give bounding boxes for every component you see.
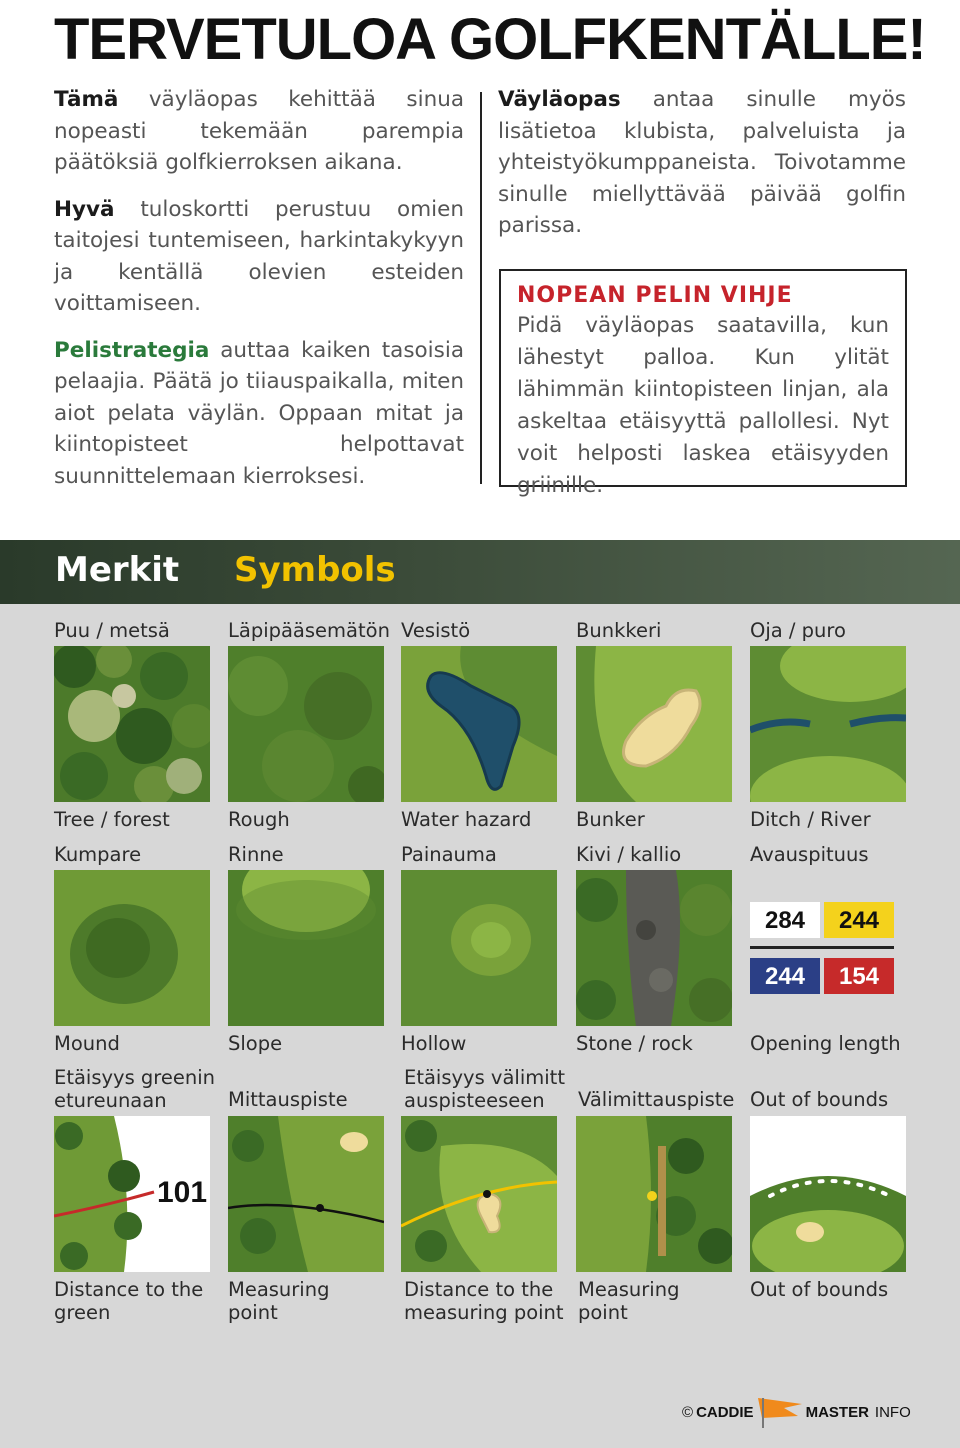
intro-paragraph-4 <box>498 84 906 242</box>
symbol-label-fi: Etäisyys välimittauspisteeseen <box>404 1066 565 1112</box>
intro-paragraph-3 <box>54 335 464 493</box>
intro-p4-bold: Väyläopas <box>498 87 621 112</box>
symbol-label-fi: Kumpare <box>54 843 142 866</box>
slope-tile <box>228 870 384 1026</box>
intro-p1-text: väyläopas kehittää sinua nopeasti tekemään parempia päätöksiä golfkierroksen aikana. <box>54 87 464 175</box>
intro-p1-bold: Tämä <box>54 87 119 112</box>
caddiemaster-footer <box>682 1392 911 1432</box>
symbol-label-en: Bunker <box>576 808 645 831</box>
opening-length-yellow: 244 <box>838 907 880 934</box>
symbols-heading-en: Symbols <box>234 550 396 590</box>
opening-length-blue: 244 <box>764 963 806 990</box>
symbol-label-fi: Bunkkeri <box>576 619 662 642</box>
distance-to-green-tile <box>54 1116 210 1272</box>
mound-tile <box>54 870 210 1026</box>
opening-length-white: 284 <box>764 907 806 934</box>
symbol-label-fi: Rinne <box>228 843 284 866</box>
water-hazard-tile <box>401 646 557 802</box>
page-title: TERVETULOA GOLFKENTÄLLE! <box>54 7 926 72</box>
symbols-heading-fi: Merkit <box>55 550 180 590</box>
symbol-label-en: Hollow <box>401 1032 467 1055</box>
symbol-label-en: Measuring point <box>578 1278 680 1324</box>
symbol-label-en: Slope <box>228 1032 283 1055</box>
symbol-label-fi: Etäisyys greenin etureunaan <box>54 1066 216 1112</box>
out-of-bounds-tile <box>750 1116 906 1272</box>
symbol-label-fi: Vesistö <box>401 619 471 642</box>
symbol-label-fi: Mittauspiste <box>228 1088 348 1111</box>
symbol-label-en: Stone / rock <box>576 1032 693 1055</box>
symbol-label-en: Opening length <box>750 1032 901 1055</box>
symbol-label-en: Water hazard <box>401 808 532 831</box>
flag-logo-icon <box>754 1394 806 1430</box>
intro-p2-text: tuloskortti perustuu omien taitojesi tuntemiseen, harkintakykyyn ja kentällä olevien esteiden voittamiseen. <box>54 196 464 316</box>
symbol-label-en: Mound <box>54 1032 120 1055</box>
intro-paragraph-2 <box>54 194 464 320</box>
quick-play-tip-box <box>499 269 907 498</box>
symbol-label-fi: Painauma <box>401 843 497 866</box>
rough-tile <box>228 646 384 802</box>
intro-p3-bold: Pelistrategia <box>54 337 210 363</box>
symbol-label-fi: Out of bounds <box>750 1088 889 1111</box>
measuring-point-tile <box>228 1116 384 1272</box>
symbol-label-en: Distance to the measuring point <box>404 1278 564 1324</box>
tip-text: Pidä väyläopas saatavilla, kun lähestyt palloa. Kun ylität lähimmän kiintopisteen linjan, ala askeltaa etäisyyttä pallollesi. Nyt voit helposti laskea etäisyyden griinille. <box>517 313 889 498</box>
intro-left-column <box>54 84 464 507</box>
ditch-river-tile <box>750 646 906 802</box>
distance-marker-label: 101 <box>156 1176 208 1209</box>
intro-p2-bold: Hyvä <box>54 196 115 222</box>
symbol-label-en: Distance to the green <box>54 1278 204 1324</box>
opening-length-red: 154 <box>838 963 880 990</box>
symbol-label-en: Ditch / River <box>750 808 871 831</box>
bunker-tile <box>576 646 732 802</box>
symbol-label-fi: Välimittauspiste <box>578 1088 735 1111</box>
tree-forest-tile <box>54 646 210 802</box>
hollow-tile <box>401 870 557 1026</box>
footer-caddie: CADDIE <box>696 1403 754 1421</box>
symbol-label-fi: Puu / metsä <box>54 619 170 642</box>
intro-right-column <box>498 84 906 257</box>
symbol-label-fi: Oja / puro <box>750 619 846 642</box>
opening-length-tile <box>750 870 906 1026</box>
stone-rock-tile <box>576 870 732 1026</box>
symbols-header <box>0 540 960 604</box>
symbol-label-fi: Kivi / kallio <box>576 843 682 866</box>
footer-info: INFO <box>874 1403 911 1421</box>
column-divider <box>480 92 482 484</box>
distance-to-measuring-point-tile <box>401 1116 557 1272</box>
intro-paragraph-1 <box>54 84 464 179</box>
symbol-label-fi: Läpipääsemätön <box>228 619 390 642</box>
symbol-label-fi: Avauspituus <box>750 843 869 866</box>
intermediate-measuring-point-tile <box>576 1116 732 1272</box>
footer-master: MASTER <box>805 1403 869 1421</box>
symbol-label-en: Out of bounds <box>750 1278 889 1301</box>
copyright-symbol: © <box>682 1403 694 1421</box>
symbol-label-en: Measuring point <box>228 1278 330 1324</box>
intro-p3-text: auttaa kaiken tasoisia pelaajia. Päätä jo tiiauspaikalla, miten aiot pelata väylän. Oppaan mitat ja kiintopisteet helpottavat suunnittelemaan kierroksesi. <box>54 337 464 489</box>
intro-p4-text: antaa sinulle myös lisätietoa klubista, palveluista ja yhteistyökumppaneista. Toivotamme sinulle miellyttävää päivää golfin parissa. <box>498 87 906 238</box>
symbol-label-en: Rough <box>228 808 290 831</box>
tip-title: NOPEAN PELIN VIHJE <box>517 283 793 308</box>
symbol-label-en: Tree / forest <box>54 808 170 831</box>
